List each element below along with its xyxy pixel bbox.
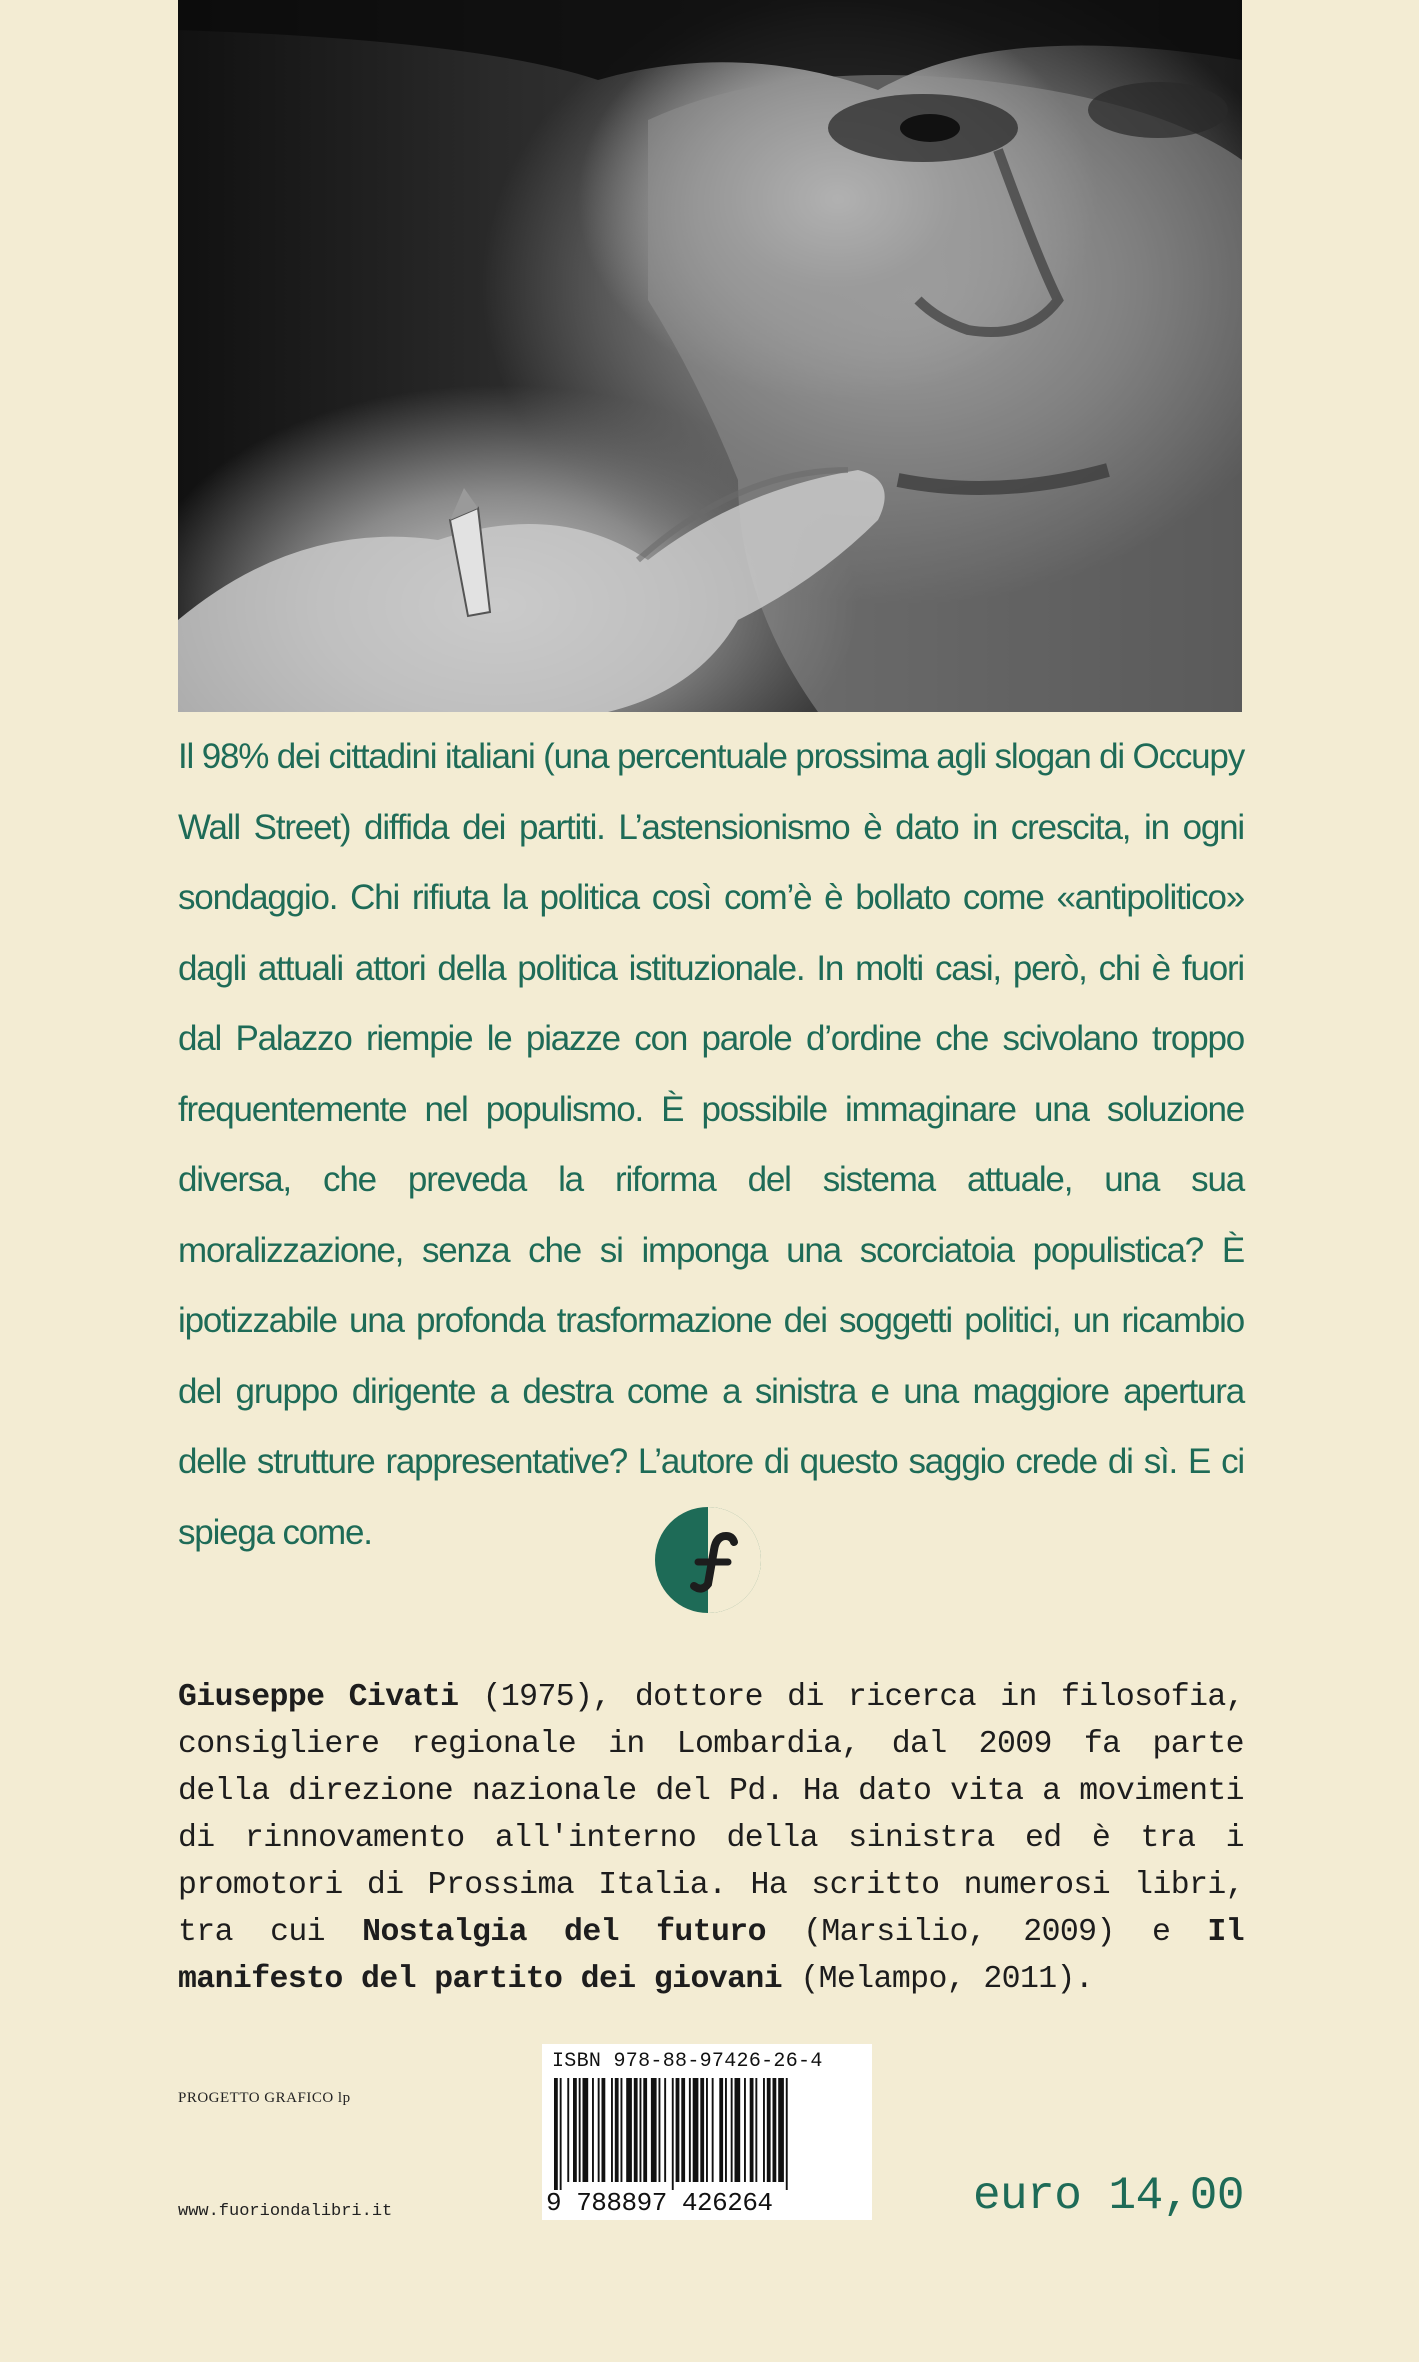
barcode-bar	[719, 2078, 723, 2182]
barcode-bar	[659, 2078, 661, 2182]
barcode-bar	[583, 2078, 589, 2182]
barcode-bar	[693, 2078, 699, 2182]
barcode-bar	[598, 2078, 600, 2182]
barcode-bar	[592, 2078, 594, 2182]
bio-text-1: (1975), dottore di ricerca in filosofia, consigliere regionale in Lombardia, dal 2009 fa parte della direzione nazionale del Pd. Ha dato vita a movimenti di rinnovamento all'interno della sinistra ed è tra i promotori di Prossima Italia. Ha scritto numerosi libri, tra cui	[178, 1680, 1244, 1950]
barcode-bar	[611, 2078, 613, 2182]
barcode-bar	[573, 2078, 577, 2182]
barcode-bar	[615, 2078, 619, 2182]
author-photo	[178, 0, 1242, 712]
bio-text-2: (Marsilio, 2009) e	[765, 1915, 1208, 1950]
barcode-bar	[634, 2078, 638, 2182]
author-bio	[178, 1674, 1244, 2003]
barcode-bar	[579, 2078, 581, 2182]
bio-text-3: (Melampo, 2011).	[782, 1962, 1094, 1997]
barcode-bar	[778, 2078, 784, 2182]
barcode-bar	[773, 2078, 777, 2182]
barcode-bar	[725, 2078, 727, 2182]
barcode-bar	[744, 2078, 746, 2182]
barcode-bars-icon	[550, 2078, 864, 2190]
barcode-bar	[763, 2078, 765, 2182]
book-title-2: Il manifesto del partito dei giovani	[178, 1915, 1245, 1997]
barcode-bar	[712, 2078, 714, 2182]
barcode-bar	[700, 2078, 704, 2182]
barcode-bar	[560, 2078, 562, 2190]
isbn-barcode	[542, 2044, 872, 2220]
barcode-bar	[602, 2078, 606, 2182]
publisher-website: www.fuoriondalibri.it	[178, 2202, 393, 2221]
barcode-bar	[640, 2078, 642, 2182]
isbn-label: ISBN 978-88-97426-26-4	[552, 2050, 823, 2073]
barcode-bar	[755, 2078, 757, 2182]
barcode-bar	[621, 2078, 623, 2182]
barcode-bar	[676, 2078, 680, 2182]
book-title-1: Nostalgia del futuro	[362, 1915, 766, 1950]
barcode-bar	[681, 2078, 685, 2182]
design-credit: PROGETTO GRAFICO lp	[178, 2090, 351, 2106]
barcode-bar	[735, 2078, 741, 2182]
barcode-bar	[567, 2078, 569, 2182]
barcode-bar	[664, 2078, 666, 2182]
barcode-bar	[786, 2078, 788, 2190]
barcode-bar	[626, 2078, 632, 2182]
author-photo-shapes	[178, 0, 1242, 712]
cover-blurb: Il 98% dei cittadini italiani (una percentuale prossima agli slogan di Occupy Wall Street) diffida dei partiti. L’astensionismo è dato in crescita, in ogni sondaggio. Chi rifiuta la politica così com’è è bollato come «antipolitico» dagli attuali attori della politica istituzionale. In molti casi, però, chi è fuori dal Palazzo riempie le piazze con parole d’ordine che scivolano troppo frequentemente nel populismo. È possibile immaginare una soluzione diversa, che preveda la riforma del sistema attuale, una sua moralizzazione, senza che si imponga una scorciatoia populistica? È ipotizzabile una profonda trasformazione dei soggetti politici, un ricambio del gruppo dirigente a destra come a sinistra e una maggiore apertura delle strutture rappresentative? L’autore di questo saggio crede di sì. E ci spiega come.	[178, 737, 1244, 1552]
barcode-bar	[706, 2078, 708, 2182]
price: euro 14,00	[972, 2170, 1244, 2222]
barcode-bar	[767, 2078, 771, 2182]
barcode-bar	[651, 2078, 657, 2182]
barcode-bar	[554, 2078, 558, 2190]
barcode-bar	[689, 2078, 691, 2182]
barcode-bar	[750, 2078, 754, 2182]
publisher-logo-icon	[654, 1506, 762, 1614]
barcode-bar	[672, 2078, 674, 2190]
barcode-bar	[731, 2078, 733, 2182]
barcode-bar	[643, 2078, 647, 2182]
barcode-number: 9 788897 426264	[546, 2188, 773, 2218]
author-name: Giuseppe Civati	[178, 1680, 459, 1715]
